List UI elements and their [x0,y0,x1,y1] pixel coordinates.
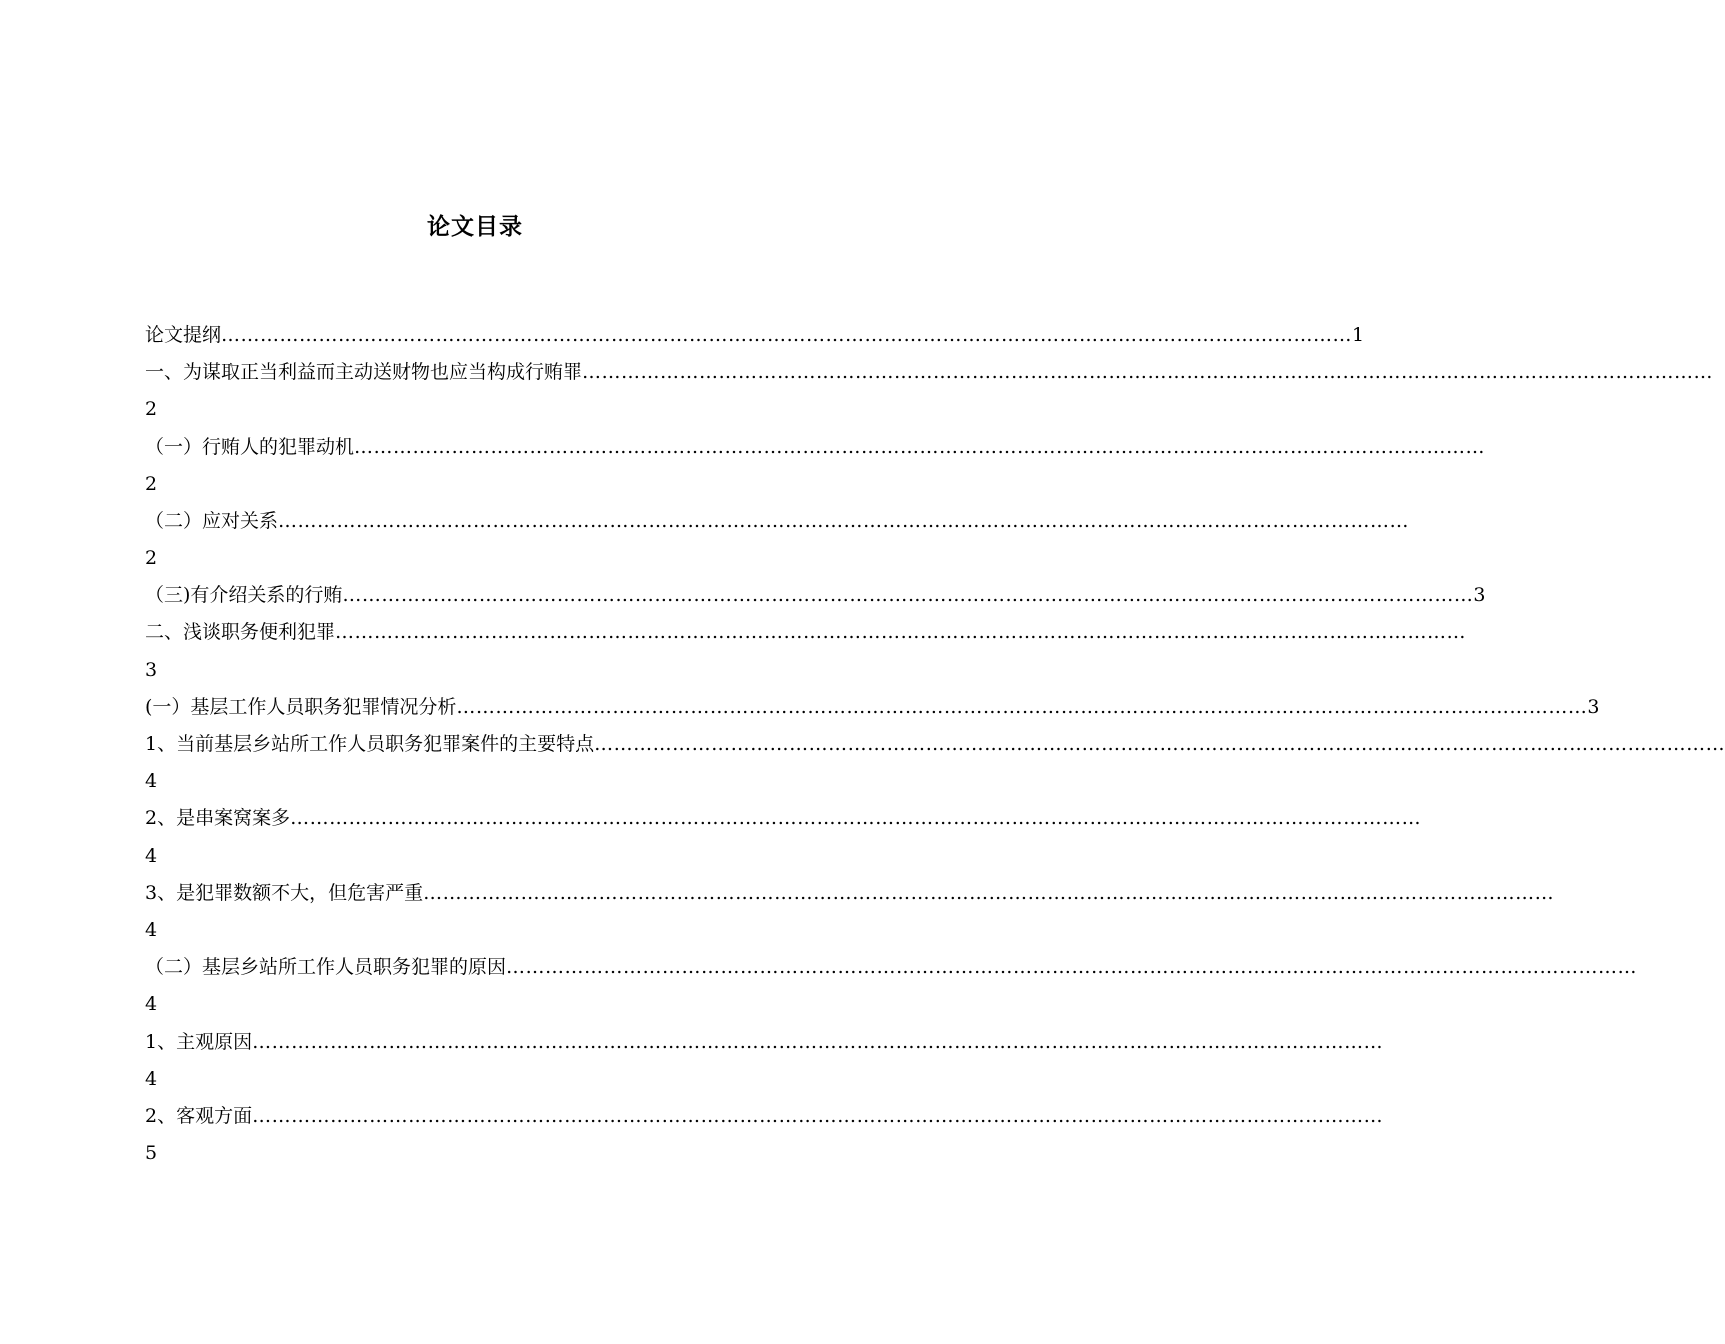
toc-entry[interactable] [145,503,1410,540]
toc-page-number: 2 [145,472,158,495]
toc-leader-dots: ………………………………………………………………………………………………………………………………………………………… [423,881,1555,904]
toc-entry[interactable] [145,317,1365,354]
page-title: 论文目录 [427,214,523,240]
toc-entry-label: (一）基层工作人员职务犯罪情况分析 [145,695,457,718]
toc-leader-dots: ………………………………………………………………………………………………………………………………………………………… [290,807,1422,830]
toc-entry[interactable] [145,949,1638,986]
toc-leader-dots: ………………………………………………………………………………………………………………………………………………………… [278,509,1410,532]
toc-entry[interactable] [145,1098,1384,1135]
toc-entry-label: 二、浅谈职务便利犯罪 [145,621,336,644]
toc-page-number: 2 [145,547,158,570]
toc-entry[interactable] [145,800,1422,837]
toc-page-number: 3 [1587,695,1600,718]
toc-entry-label: 1、主观原因 [145,1030,253,1053]
toc-entry-label: （二）基层乡站所工作人员职务犯罪的原因 [145,956,507,979]
toc-entry[interactable] [145,726,1725,763]
toc-page-number: 5 [145,1142,158,1165]
toc-leader-dots: ………………………………………………………………………………………………………………………………………………………… [594,733,1725,756]
toc-page-number: 3 [145,658,158,681]
toc-entry-label: 3、是犯罪数额不大，但危害严重 [145,881,424,904]
toc-entry-label: （一）行贿人的犯罪动机 [145,435,355,458]
toc-leader-dots: ………………………………………………………………………………………………………………………………………………………… [252,1030,1384,1053]
toc-entry-label: 论文提纲 [145,323,222,346]
toc-entry-label: 1、当前基层乡站所工作人员职务犯罪案件的主要特点 [145,733,595,756]
toc-entry-label: （二）应对关系 [145,509,279,532]
toc-entry[interactable] [145,615,1467,652]
toc-page-number: 4 [145,844,158,867]
toc-leader-dots: ………………………………………………………………………………………………………………………………………………………… [221,323,1353,346]
toc-entry-label: （三)有介绍关系的行贿 [145,584,343,607]
toc-page-number: 2 [145,398,158,421]
toc-page-number: 4 [145,993,158,1016]
toc-entry-label: 一、为谋取正当利益而主动送财物也应当构成行贿罪 [145,361,583,384]
toc-leader-dots: ………………………………………………………………………………………………………………………………………………………… [582,361,1714,384]
toc-leader-dots: ………………………………………………………………………………………………………………………………………………………… [335,621,1467,644]
toc-entry[interactable] [145,875,1555,912]
toc-entry-label: 2、是串案窝案多 [145,807,291,830]
toc-page-number: 4 [145,919,158,941]
toc-entry[interactable] [145,1024,1384,1061]
toc-entry[interactable] [145,354,1714,391]
toc-page-number: 4 [145,770,158,793]
toc-entry[interactable] [145,689,1600,726]
toc-page-number: 4 [145,1067,158,1090]
toc-leader-dots: ………………………………………………………………………………………………………………………………………………………… [342,584,1474,607]
toc-page-number: 1 [1352,323,1365,346]
toc-leader-dots: ………………………………………………………………………………………………………………………………………………………… [456,695,1588,718]
toc-entry-label: 2、客观方面 [145,1104,253,1127]
toc-leader-dots: ………………………………………………………………………………………………………………………………………………………… [506,956,1638,979]
toc-entry[interactable] [145,429,1486,466]
table-of-contents [145,317,1725,1172]
toc-leader-dots: ………………………………………………………………………………………………………………………………………………………… [354,435,1486,458]
toc-leader-dots: ………………………………………………………………………………………………………………………………………………………… [252,1104,1384,1127]
toc-entry[interactable] [145,577,1486,614]
toc-page-number: 3 [1473,584,1486,607]
